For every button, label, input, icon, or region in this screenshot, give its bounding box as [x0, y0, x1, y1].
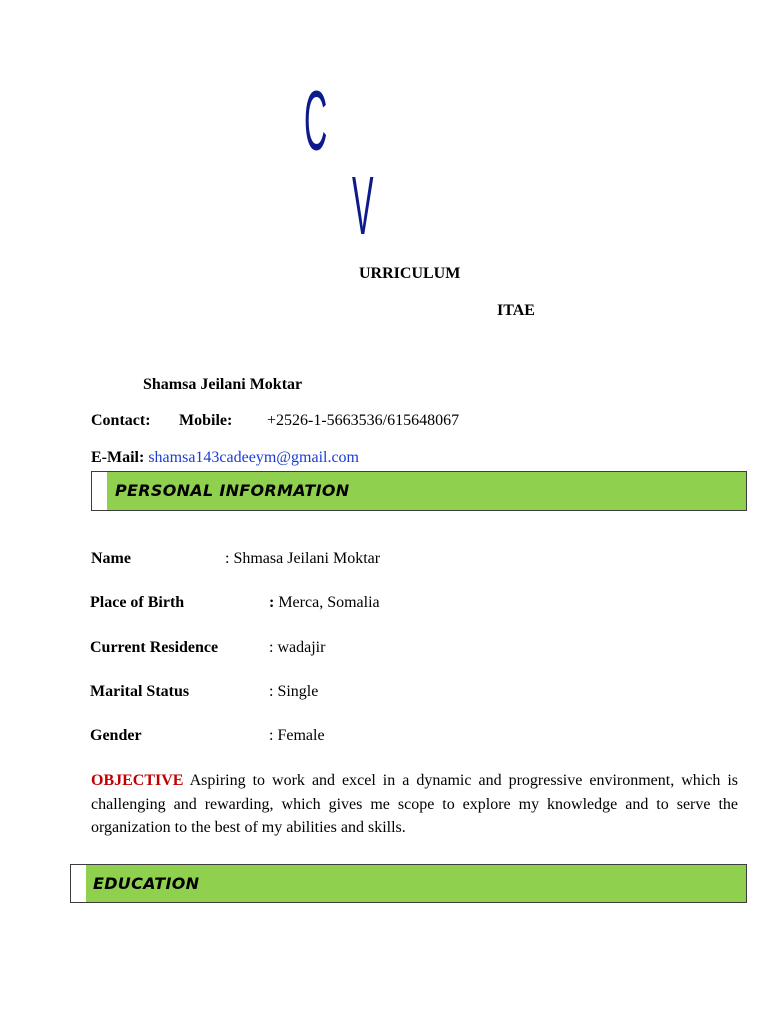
mobile-value: +2526-1-5663536/615648067: [267, 412, 460, 429]
objective-paragraph: [91, 769, 738, 840]
info-value-marital-status: : Single: [269, 683, 319, 700]
info-value-gender: : Female: [269, 727, 325, 744]
title-urriculum: URRICULUM: [359, 265, 461, 282]
email-label: E-Mail:: [91, 449, 145, 466]
title-itae: ITAE: [497, 302, 535, 319]
person-name: Shamsa Jeilani Moktar: [143, 376, 303, 393]
mobile-label: Mobile:: [179, 412, 233, 429]
objective-label: OBJECTIVE: [91, 772, 184, 789]
info-colon: :: [269, 594, 275, 611]
info-label-place-of-birth: Place of Birth: [90, 594, 185, 611]
info-value-place-of-birth: [269, 594, 380, 612]
section-bar-personal-information: [91, 471, 747, 511]
info-value-name: : Shmasa Jeilani Moktar: [225, 550, 381, 567]
title-letter-v: V: [352, 161, 374, 253]
info-value-text: Merca, Somalia: [278, 594, 380, 611]
info-label-current-residence: Current Residence: [90, 639, 219, 656]
contact-label: Contact:: [91, 412, 151, 429]
section-bar-education: [70, 864, 747, 903]
info-value-current-residence: : wadajir: [269, 639, 326, 656]
info-label-marital-status: Marital Status: [90, 683, 190, 700]
title-letter-c: C: [304, 75, 328, 170]
section-title-personal-information: PERSONAL INFORMATION: [115, 481, 350, 500]
info-label-gender: Gender: [90, 727, 142, 744]
contact-line: [91, 412, 151, 430]
info-label-name: Name: [91, 550, 131, 567]
section-title-education: EDUCATION: [93, 874, 200, 893]
objective-text: Aspiring to work and excel in a dynamic and progressive environment, which is challenging and rewarding, which gives me scope to explore my knowledge and to serve the organization to the best of my abilities and skills.: [91, 772, 738, 836]
email-link[interactable]: shamsa143cadeeym@gmail.com: [148, 449, 359, 466]
email-line: [91, 449, 359, 467]
